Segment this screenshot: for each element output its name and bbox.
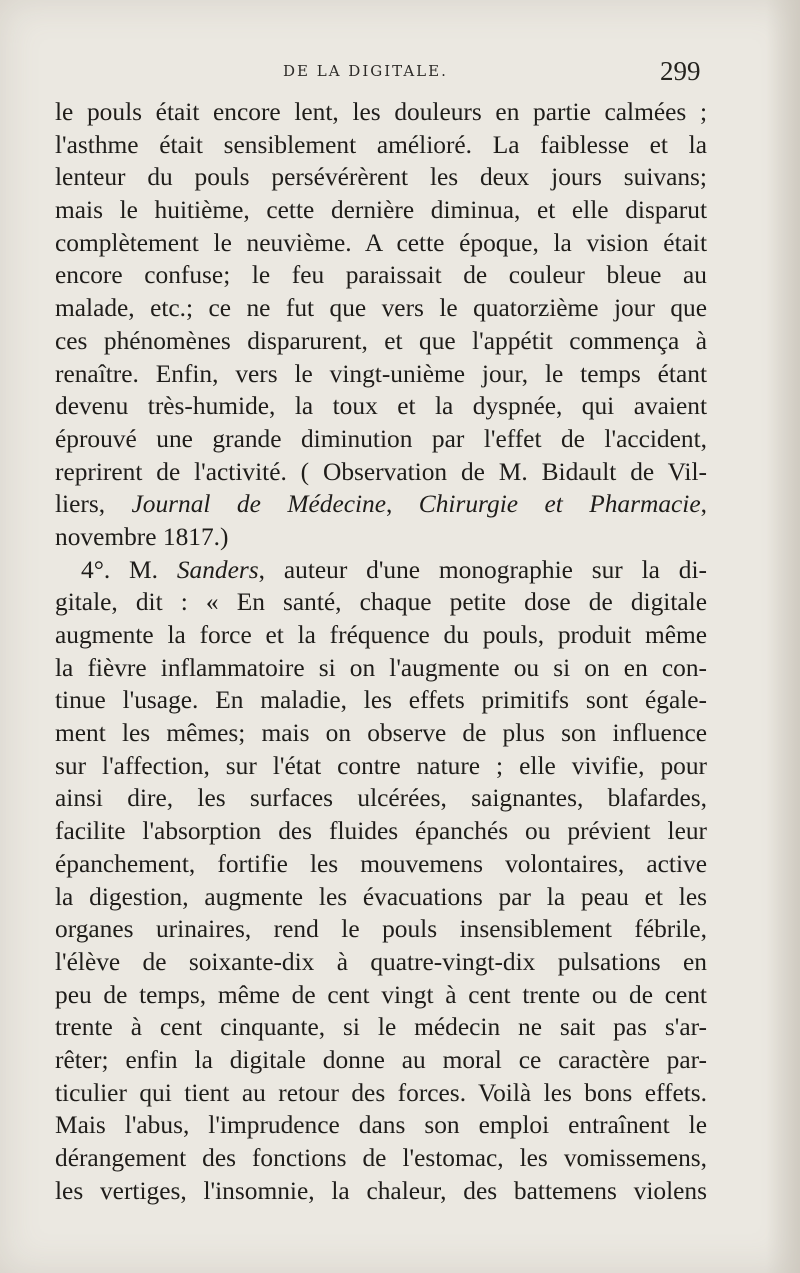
text-line: augmente la force et la fréquence du pouls, produit même <box>55 621 707 649</box>
text-line: trente à cent cinquante, si le médecin ne sait pas s'ar- <box>55 1013 707 1042</box>
citation-comma: , <box>700 490 707 519</box>
running-title: DE LA DIGITALE. <box>283 62 448 80</box>
text-line: gitale, dit : « En santé, chaque petite dose de digitale <box>55 588 707 617</box>
text-line: épanchement, fortifie les mouvemens volontaires, active <box>55 849 707 878</box>
text-line: l'élève de soixante-dix à quatre-vingt-dix pulsations en <box>55 947 707 976</box>
text-line: dérangement des fonctions de l'estomac, les vomissemens, <box>55 1144 707 1172</box>
running-head <box>0 56 800 92</box>
text-line: l'asthme était sensiblement amélioré. La faiblesse et la <box>55 130 707 159</box>
text-line: ticulier qui tient au retour des forces. Voilà les bons effets. <box>55 1078 707 1107</box>
journal-title: Journal de Médecine <box>131 490 386 519</box>
text-line: les vertiges, l'insomnie, la chaleur, des battemens violens <box>55 1176 707 1205</box>
text-line: sur l'affection, sur l'état contre nature ; elle vivifie, pour <box>55 751 707 780</box>
citation-separator: , <box>386 490 419 519</box>
text-line: peu de temps, même de cent vingt à cent trente ou de cent <box>55 980 707 1009</box>
text-line: encore confuse; le feu paraissait de couleur bleue au <box>55 261 707 290</box>
text-line: le pouls était encore lent, les douleurs en partie calmées ; <box>55 98 707 126</box>
text-run: , auteur d'une monographie sur la di- <box>258 555 707 584</box>
text-line: mais le huitième, cette dernière diminua, et elle disparut <box>55 196 707 225</box>
text-line: devenu très-humide, la toux et la dyspnée, qui avaient <box>55 392 707 421</box>
text-line: ces phénomènes disparurent, et que l'appétit commença à <box>55 326 707 355</box>
text-line-paragraph-start <box>55 554 707 587</box>
text-line: rêter; enfin la digitale donne au moral ce caractère par- <box>55 1045 707 1074</box>
text-line: organes urinaires, rend le pouls insensiblement fébrile, <box>55 915 707 944</box>
text-line: lenteur du pouls persévérèrent les deux jours suivans; <box>55 163 707 192</box>
journal-subtitle: Chirurgie et Pharmacie <box>418 490 701 519</box>
citation-author-end: liers, <box>55 490 132 519</box>
text-line: ment les mêmes; mais on observe de plus son influence <box>55 719 707 748</box>
author-name: Sanders <box>176 555 259 584</box>
page-number: 299 <box>660 56 701 86</box>
text-line: malade, etc.; ce ne fut que vers le quatorzième jour que <box>55 294 707 323</box>
text-line: la fièvre inflammatoire si on l'augmente ou si on en con- <box>55 653 707 682</box>
item-number: 4°. M. <box>81 555 177 584</box>
text-line: éprouvé une grande diminution par l'effet de l'accident, <box>55 424 707 453</box>
text-line: reprirent de l'activité. ( Observation de M. Bidault de Vil- <box>55 457 707 486</box>
text-line: renaître. Enfin, vers le vingt-unième jour, le temps étant <box>55 359 707 388</box>
text-line: novembre 1817.) <box>55 522 229 551</box>
text-line: ainsi dire, les surfaces ulcérées, saignantes, blafardes, <box>55 784 707 813</box>
text-line: la digestion, augmente les évacuations par la peau et les <box>55 882 707 911</box>
text-line: tinue l'usage. En maladie, les effets primitifs sont égale- <box>55 686 707 715</box>
text-line-citation <box>55 488 707 521</box>
text-line: complètement le neuvième. A cette époque, la vision était <box>55 228 707 257</box>
text-line: facilite l'absorption des fluides épanchés ou prévient leur <box>55 817 707 846</box>
text-line: Mais l'abus, l'imprudence dans son emploi entraînent le <box>55 1111 707 1140</box>
body-text <box>55 96 707 1207</box>
